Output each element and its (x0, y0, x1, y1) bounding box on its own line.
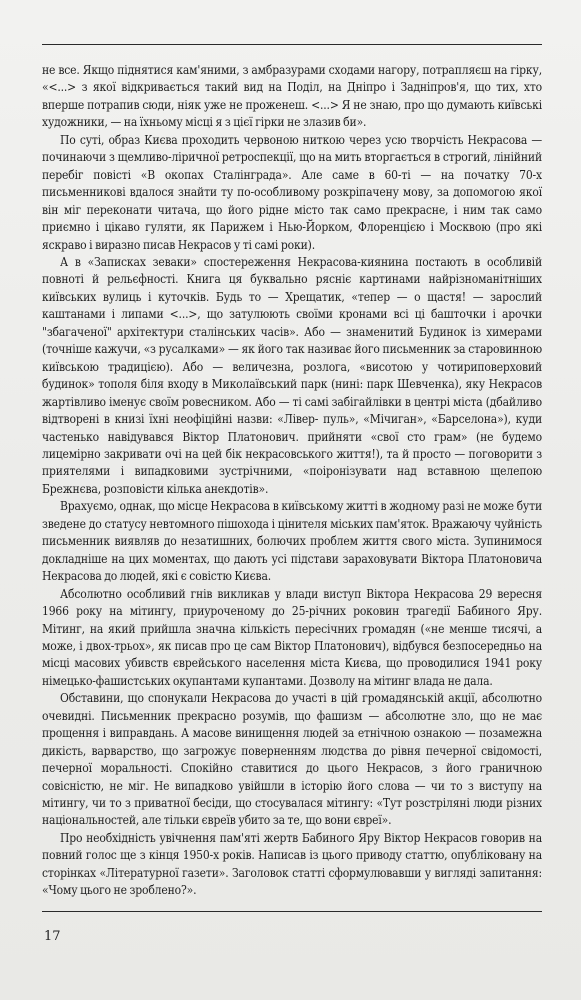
page-number: 17 (44, 929, 61, 944)
paragraph-6: Обставини, що спонукали Некрасова до участі в цій громадянській акції, абсолютно очевидні. Письменник прекрасно розумів, що фашизм — абсолютне зло, що не має прощення і виправдань. А масове винищення людей за етнічною ознакою — позамежна дикість, варварство, що загрожує поверненням людства до рівня печерної свідомості, печерної моральності. Спокійно ставитися до цього Некрасов, з його граничною совісністю, не міг. Не випадково увійшли в історію його слова — чи то з виступу на мітингу, чи то з приватної бесіди, що стосувалася мітингу: «Тут розстріляні люди різних національностей, але тільки євреїв убито за те, що вони євреї». (42, 691, 542, 828)
body-text (42, 62, 542, 900)
paragraph-2: По суті, образ Києва проходить червоною ниткою через усю творчість Некрасова — починаючи з щемливо-ліричної ретроспекції, що на мить вторгається в строгий, лінійний перебіг повісті «В окопах Сталінграда». Але саме в 60-ті — на початку 70-х письменникові вдалося знайти ту по-особливому розкріпачену мову, за допомогою якої він міг переконати читача, що його рідне місто так само прекрасне, і ним так само приємно і цікаво гуляти, як Парижем і Нью-Йорком, Флоренцією і Москвою (про які яскраво і виразно писав Некрасов у ті самі роки). (42, 132, 542, 252)
paragraph-4: Врахуємо, однак, що місце Некрасова в київському житті в жодному разі не може бути зведене до статусу невтомного пішохода і цінителя міських пам'яток. Вражаючу чуйність письменник виявляв до незатишних, болючих проблем життя свого міста. Зупинимося докладніше на цих моментах, що дають усі підстави зараховувати Віктора Платоновича Некрасова до людей, які є совістю Києва. (42, 499, 542, 584)
paragraph-7: Про необхідність увічнення пам'яті жертв Бабиного Яру Віктор Некрасов говорив на повний голос ще з кінця 1950-х років. Написав із цього приводу статтю, опубліковану на сторінках «Літературної газети». Заголовок статті сформулювавши у вигляді запитання: «Чому цього не зроблено?». (42, 830, 542, 898)
footer-rule (42, 911, 542, 912)
header-rule (42, 44, 542, 45)
paragraph-3: А в «Записках зеваки» спостереження Некрасова-киянина постають в особливій повноті й рельєфності. Книга ця буквально рясніє картинами найрізноманітніших київських вулиць і куточків. Будь то — Хрещатик, «тепер — о щастя! — зарослий каштанами і липами <...>, що затулюють своїми кронами всі ці башточки і арочки "збагаченої" архітектури сталінських часів». Або — знаменитий Будинок із химерами (точніше кажучи, «з русалками» — як його так називає його письменник за старовинною київською традицією). Або — величезна, розлога, «висотою у чотириповерховий будинок» тополя біля входу в Миколаївський парк (нині: парк Шевченка), яку Некрасов жартівливо іменує своїм ровесником. Або — ті самі забігайлівки в центрі міста (дбайливо відтворені в книзі їхні неофіційні назви: «Лівер- пуль», «Мічиган», «Барселона»), куди частенько навідувався Віктор Платонович. прийняти «свої сто грам» (не будемо лицемірно закривати очі на цей бік некрасовського життя!), та й просто — поговорити з приятелями і випадковими зустрічними, «поіронізувати над вставною щелепою Брежнєва, розповісти кілька анекдотів». (42, 254, 542, 496)
paragraph-1: не все. Якщо піднятися кам'яними, з амбразурами сходами нагору, потрапляєш на гірку, «<...> з якої відкривається такий вид на Поділ, на Дніпро і Задніпров'я, що тих, хто вперше потрапив сюди, ніяк уже не проженеш. <...> Я не знаю, про що думають київські художники, — на їхньому місці я з цієї гірки не злазив би». (42, 63, 542, 130)
paragraph-5: Абсолютно особливий гнів викликав у влади виступ Віктора Некрасова 29 вересня 1966 року на мітингу, приуроченому до 25-річних роковин трагедії Бабиного Яру. Мітинг, на який прийшла значна кількість пересічних громадян («не менше тисячі, а може, і двох-трьох», як писав про це сам Віктор Платонович), відбувся безпосередньо на місці масових убивств єврейського населення міста Києва, що проводилися 1941 року німецько-фашистських окупантами купантами. Дозволу на мітинг влада не дала. (42, 586, 542, 688)
